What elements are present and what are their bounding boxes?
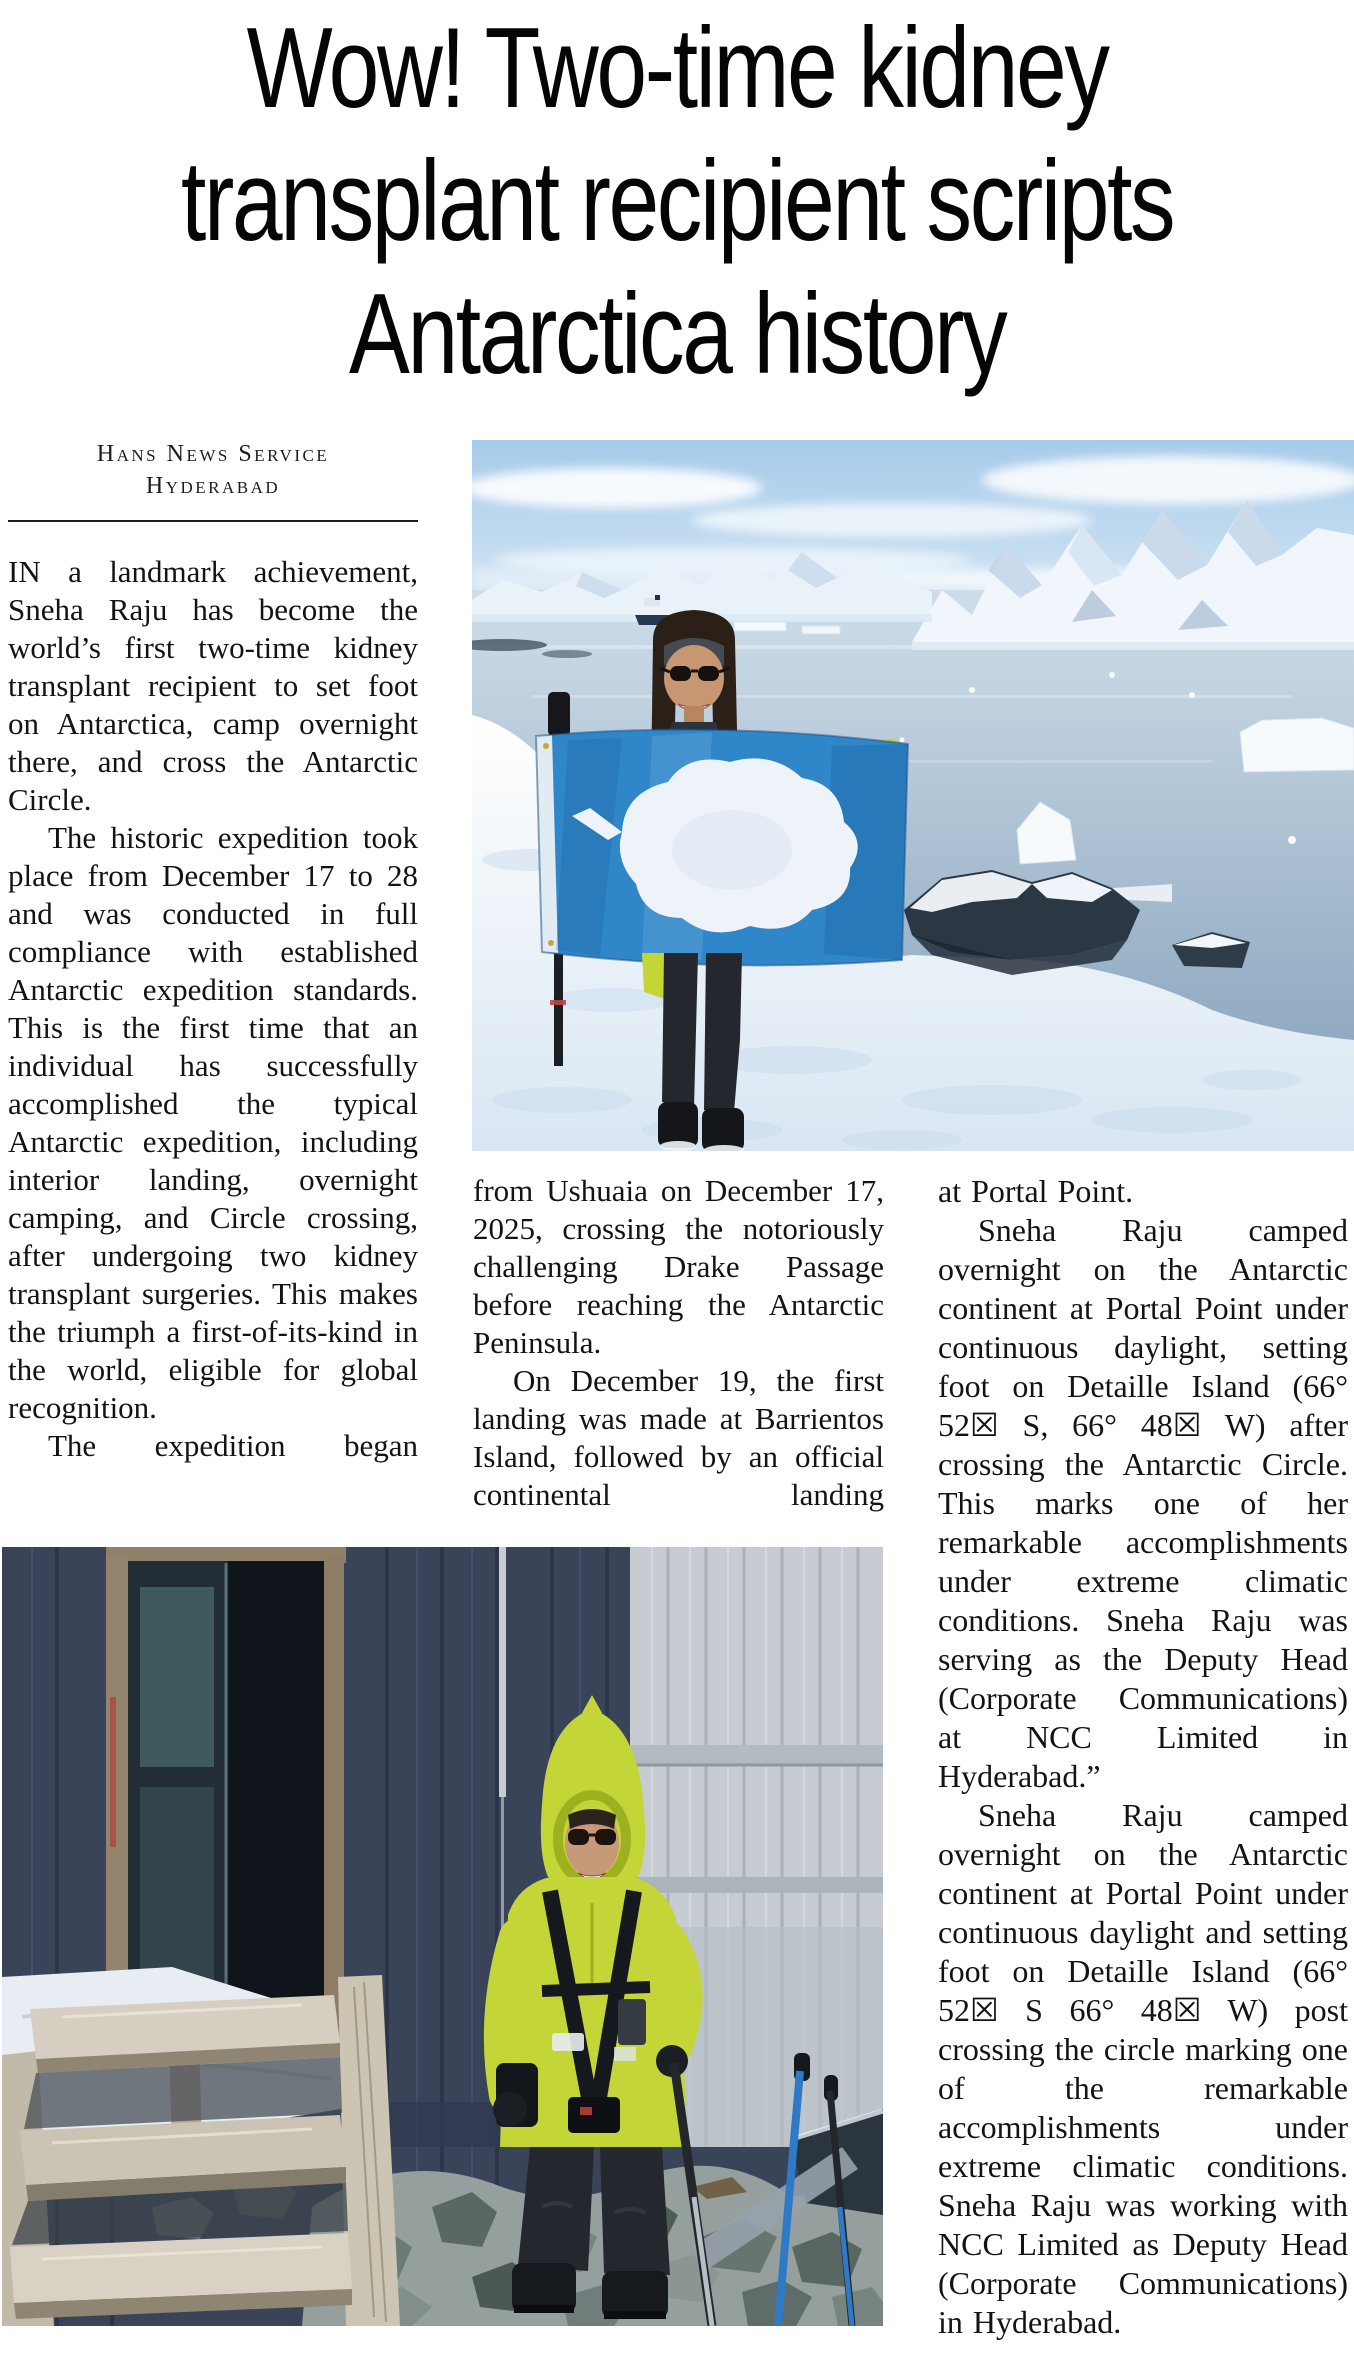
paragraph: Sneha Raju camped overnight on the Antarctic continent at Portal Point under continuous daylight, setting foot on Detaille Island (66° 52☒ S, 66° 48☒ W) after crossing the Antarctic Circle. This marks one of her remarkable accomplishments under extreme climatic conditions. Sneha Raju was serving as the Deputy Head (Corporate Communications) at NCC Limited in Hyderabad.” (938, 1212, 1348, 1794)
paragraph: On December 19, the first landing was made at Barrientos Island, followed by an official continental landing (473, 1363, 884, 1512)
byline (8, 438, 418, 522)
byline-divider (8, 520, 418, 522)
photo-antarctica-flag (472, 440, 1354, 1151)
paragraph: The expedition began (48, 1428, 418, 1463)
neck (684, 706, 704, 724)
paragraph: from Ushuaia on December 17, 2025, crossing the notoriously challenging Drake Passage before reaching the Antarctic Peninsula. (473, 1173, 884, 1360)
paragraph: IN a landmark achievement, Sneha Raju has become the world’s first two-time kidney transplant recipient to set foot on Antarctica, camp overnight there, and cross the Antarctic Circle. (8, 554, 418, 817)
photo-antarctica-flag-illustration (472, 440, 1354, 1151)
reef (542, 650, 592, 658)
paragraph: at Portal Point. (938, 1173, 1134, 1209)
article-column-1 (8, 553, 418, 1541)
headline (0, 2, 1354, 401)
paragraph: The historic expedition took place from December 17 to 28 and was conducted in full compliance with established Antarctic expedition standards. This is the first time that an individual has successfully accomplished the typical Antarctic expedition, including interior landing, overnight camping, and Circle crossing, after undergoing two kidney transplant surgeries. This makes the triumph a first-of-its-kind in the world, eligible for global recognition. (8, 820, 418, 1425)
antarctica-flag (536, 730, 908, 966)
arm (666, 1939, 684, 2049)
photo-expedition-hut-illustration (2, 1547, 883, 2326)
wooden-steps (2, 1975, 400, 2326)
headline-line-2: transplant recipient scripts (180, 138, 1174, 265)
headline-line-1: Wow! Two-time kidney (246, 5, 1108, 132)
waist-buckle (568, 2097, 620, 2133)
paragraph: Sneha Raju camped overnight on the Antarctic continent at Portal Point under continuous daylight and setting foot on Detaille Island (66° 52☒ S 66° 48☒ W) post crossing the circle marking one of the remarkable accomplishments under extreme climatic conditions. Sneha Raju was working with NCC Limited as Deputy Head (Corporate Communications) in Hyderabad. (938, 1797, 1348, 2340)
headline-line-3: Antarctica history (348, 271, 1006, 398)
article-column-2 (473, 1172, 884, 1542)
radio-device (618, 1999, 646, 2045)
byline-agency: Hans News Service (96, 441, 330, 467)
article-column-3 (938, 1172, 1348, 2352)
photo-expedition-hut (2, 1547, 883, 2326)
byline-city: Hyderabad (145, 473, 281, 499)
glove (493, 2092, 527, 2126)
